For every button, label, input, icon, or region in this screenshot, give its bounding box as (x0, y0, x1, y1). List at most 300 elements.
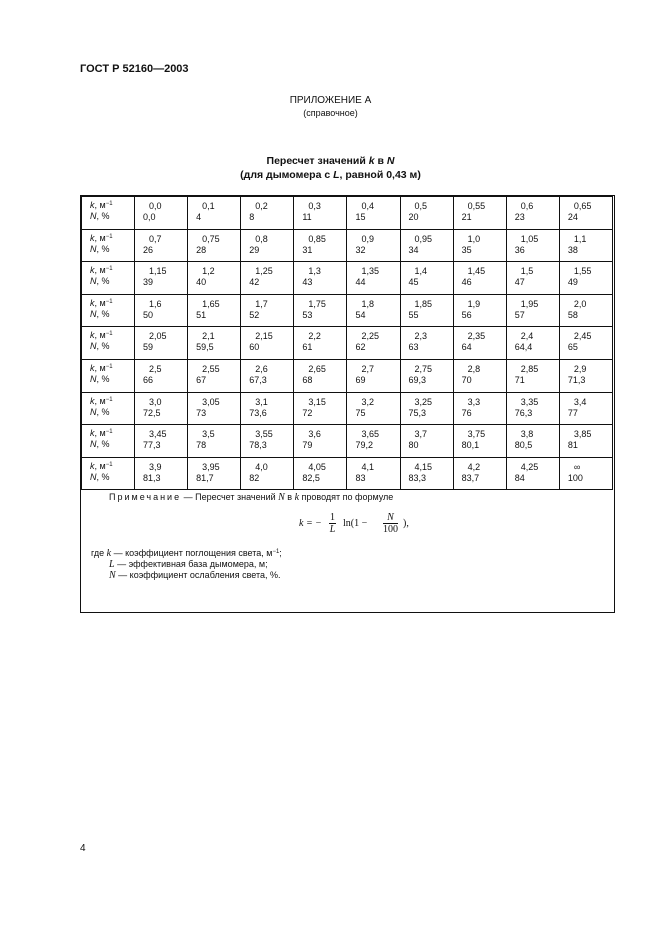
formula-fraction-2 (383, 512, 398, 535)
value-cell (135, 425, 188, 458)
n-value: 57 (514, 309, 525, 320)
k-value: 3,5 (202, 429, 215, 440)
value-cell (135, 229, 188, 262)
def-symbol: L (109, 559, 115, 570)
k-value: 1,7 (255, 298, 268, 309)
k-value: 0,6 (520, 201, 534, 211)
k-value: 0,85 (308, 233, 326, 244)
row-label (82, 197, 135, 230)
n-value: 56 (461, 309, 472, 320)
value-cell (347, 359, 400, 392)
value-cell (506, 229, 559, 262)
n-value: 77 (567, 407, 578, 418)
n-value: 44 (355, 277, 366, 288)
value-cell (559, 327, 612, 360)
conversion-grid (81, 196, 613, 490)
k-value: 0,3 (308, 201, 321, 211)
k-value: 2,3 (414, 331, 428, 342)
label-k-unit: , м (94, 265, 106, 276)
label-k: k (90, 395, 95, 406)
value-cell (135, 392, 188, 425)
value-cell (241, 197, 294, 230)
k-value: 1,5 (520, 266, 534, 277)
n-value: 34 (408, 244, 419, 255)
k-value: 3,95 (202, 461, 220, 472)
label-n: N (90, 243, 97, 254)
k-value: 0,95 (414, 233, 433, 244)
label-k: k (90, 330, 95, 341)
fraction-2-denominator: 100 (383, 524, 398, 535)
k-value: 0,75 (202, 233, 220, 244)
def-symbol: N (109, 570, 116, 581)
value-cell (241, 262, 294, 295)
label-n: N (90, 406, 97, 417)
n-value: 67 (196, 374, 207, 385)
n-value: 84 (514, 472, 525, 483)
k-value: 3,2 (361, 396, 374, 407)
label-n-unit: , % (96, 243, 110, 254)
n-value: 100 (567, 472, 583, 483)
k-value: 2,6 (255, 363, 268, 374)
value-cell (188, 229, 241, 262)
value-cell (188, 262, 241, 295)
definition-l (109, 559, 268, 570)
label-k-unit: , м (94, 460, 106, 471)
k-value: 1,2 (202, 266, 215, 277)
value-cell (453, 392, 506, 425)
n-value: 0,0 (143, 212, 156, 222)
n-value: 28 (196, 244, 207, 255)
note-text: в (284, 492, 295, 502)
label-k: k (90, 297, 95, 308)
value-cell (188, 294, 241, 327)
value-cell (559, 457, 612, 490)
value-cell (241, 294, 294, 327)
n-value: 43 (302, 277, 313, 288)
fraction-1-denominator: L (329, 524, 336, 535)
n-value: 72 (302, 407, 313, 418)
n-value: 63 (408, 342, 419, 353)
table-row (82, 262, 613, 295)
value-cell (241, 392, 294, 425)
value-cell (506, 392, 559, 425)
n-value: 24 (567, 212, 578, 222)
row-label (82, 457, 135, 490)
n-value: 59 (143, 342, 154, 353)
label-k: k (90, 362, 95, 373)
label-k-exponent: −1 (105, 396, 113, 403)
n-value: 66 (143, 374, 154, 385)
k-value: 1,45 (467, 266, 486, 277)
value-cell (294, 457, 347, 490)
n-value: 29 (249, 244, 260, 255)
label-n-unit: , % (96, 406, 110, 417)
n-value: 79,2 (355, 440, 373, 451)
n-value: 73,6 (249, 407, 267, 418)
n-value: 76,3 (514, 407, 533, 418)
value-cell (135, 327, 188, 360)
n-value: 80,1 (461, 440, 480, 451)
row-label (82, 294, 135, 327)
k-value: 3,0 (149, 396, 162, 407)
value-cell (506, 457, 559, 490)
value-cell (135, 294, 188, 327)
k-value: 4,0 (255, 461, 268, 472)
value-cell (188, 327, 241, 360)
value-cell (241, 327, 294, 360)
appendix-subtitle: (справочное) (303, 108, 358, 118)
value-cell (188, 197, 241, 230)
row-label (82, 392, 135, 425)
k-value: 2,05 (149, 331, 167, 342)
k-value: 2,5 (149, 363, 162, 374)
def-exponent: −1 (272, 549, 280, 555)
value-cell (453, 425, 506, 458)
n-value: 83,3 (408, 472, 427, 483)
label-k-unit: , м (94, 232, 106, 243)
n-value: 49 (567, 277, 578, 288)
table-row (82, 294, 613, 327)
k-value: 2,75 (414, 363, 433, 374)
k-value: 2,35 (467, 331, 486, 342)
k-value: 3,55 (255, 429, 273, 440)
label-k-unit: , м (94, 428, 106, 439)
value-cell (453, 327, 506, 360)
n-value: 68 (302, 374, 313, 385)
label-n-unit: , % (96, 276, 110, 287)
value-cell (559, 359, 612, 392)
def-text: — эффективная база дымомера, м; (114, 559, 268, 569)
k-value: 4,1 (361, 461, 374, 472)
def-tail: ; (279, 548, 282, 558)
value-cell (506, 359, 559, 392)
label-k-exponent: −1 (105, 266, 113, 273)
k-value: 1,15 (149, 266, 167, 277)
formula-ln: ln(1 − (343, 518, 368, 529)
value-cell (188, 392, 241, 425)
appendix-heading (0, 95, 661, 119)
k-value: 1,35 (361, 266, 379, 277)
value-cell (506, 262, 559, 295)
label-n: N (90, 341, 97, 352)
k-value: 2,1 (202, 331, 215, 342)
n-value: 4 (196, 212, 202, 222)
k-value: 3,8 (520, 429, 534, 440)
definitions (91, 548, 282, 559)
n-value: 79 (302, 440, 313, 451)
table-row (82, 197, 613, 230)
k-value: 3,65 (361, 429, 379, 440)
label-n-unit: , % (96, 373, 110, 384)
value-cell (400, 327, 453, 360)
value-cell (400, 262, 453, 295)
k-value: 3,05 (202, 396, 220, 407)
label-k-unit: , м (94, 200, 106, 210)
value-cell (506, 197, 559, 230)
value-cell (400, 229, 453, 262)
value-cell (241, 359, 294, 392)
value-cell (294, 425, 347, 458)
value-cell (559, 197, 612, 230)
k-value: 1,55 (573, 266, 592, 277)
n-value: 32 (355, 244, 366, 255)
n-value: 53 (302, 309, 313, 320)
row-label (82, 327, 135, 360)
def-text: — коэффициент поглощения света, м (111, 548, 273, 558)
k-value: 2,25 (361, 331, 379, 342)
fraction-2-numerator: N (383, 512, 398, 524)
title-l: L (333, 169, 340, 181)
def-symbol: k (106, 548, 112, 559)
value-cell (453, 262, 506, 295)
label-n: N (90, 211, 97, 221)
label-k-unit: , м (94, 395, 106, 406)
n-value: 15 (355, 212, 366, 222)
k-value: 3,15 (308, 396, 326, 407)
value-cell (347, 262, 400, 295)
k-value: 0,5 (414, 201, 428, 211)
value-cell (453, 197, 506, 230)
k-value: 2,9 (573, 363, 587, 374)
k-value: 1,25 (255, 266, 273, 277)
label-n-unit: , % (96, 471, 110, 482)
k-value: 0,65 (573, 201, 592, 211)
note-text: — Пересчет значений (181, 492, 279, 502)
k-value: 3,35 (520, 396, 539, 407)
value-cell (347, 457, 400, 490)
n-value: 26 (143, 244, 154, 255)
title-k: k (368, 155, 375, 167)
n-value: 46 (461, 277, 472, 288)
row-label (82, 262, 135, 295)
formula-end: ), (403, 518, 409, 529)
table-row (82, 359, 613, 392)
value-cell (294, 327, 347, 360)
label-k-exponent: −1 (105, 429, 113, 436)
n-value: 21 (461, 212, 472, 222)
k-value: 1,0 (467, 233, 481, 244)
where-label: где (91, 548, 107, 558)
n-value: 23 (514, 212, 525, 222)
label-k-unit: , м (94, 297, 106, 308)
k-value: 1,4 (414, 266, 428, 277)
formula-lhs: k = − (299, 518, 322, 529)
k-value: 0,8 (255, 233, 268, 244)
title-text: Пересчет значений (266, 155, 369, 167)
k-value: 2,8 (467, 363, 481, 374)
row-label (82, 359, 135, 392)
value-cell (506, 294, 559, 327)
n-value: 75,3 (408, 407, 427, 418)
k-value: 4,2 (467, 461, 481, 472)
value-cell (188, 425, 241, 458)
value-cell (294, 294, 347, 327)
n-value: 80 (408, 440, 419, 451)
k-value: 2,65 (308, 363, 326, 374)
label-k-exponent: −1 (105, 298, 113, 305)
value-cell (294, 359, 347, 392)
n-value: 81,7 (196, 472, 214, 483)
k-value: 1,65 (202, 298, 220, 309)
table-title (0, 154, 661, 182)
k-value: 2,2 (308, 331, 321, 342)
value-cell (559, 294, 612, 327)
k-value: 1,3 (308, 266, 321, 277)
value-cell (400, 359, 453, 392)
k-value: 2,7 (361, 363, 374, 374)
value-cell (400, 457, 453, 490)
value-cell (453, 294, 506, 327)
appendix-title: ПРИЛОЖЕНИЕ А (289, 95, 372, 106)
label-n-unit: , % (96, 211, 110, 221)
label-n: N (90, 439, 97, 450)
n-value: 69 (355, 374, 366, 385)
table-row (82, 425, 613, 458)
k-value: 2,0 (573, 298, 587, 309)
note-line (109, 492, 393, 503)
label-k-exponent: −1 (105, 331, 113, 338)
k-value: 3,45 (149, 429, 167, 440)
row-label (82, 425, 135, 458)
value-cell (294, 229, 347, 262)
k-value: 1,85 (414, 298, 433, 309)
n-value: 50 (143, 309, 154, 320)
note-text: проводят по формуле (299, 492, 394, 502)
k-value: 1,75 (308, 298, 326, 309)
value-cell (135, 457, 188, 490)
label-k: k (90, 460, 95, 471)
k-value: 0,7 (149, 233, 162, 244)
n-value: 47 (514, 277, 525, 288)
note-label: Примечание (109, 492, 182, 502)
k-value: 0,0 (149, 201, 162, 211)
k-value: 0,2 (255, 201, 268, 211)
value-cell (294, 262, 347, 295)
n-value: 60 (249, 342, 260, 353)
n-value: 54 (355, 309, 366, 320)
label-n: N (90, 471, 97, 482)
table-row (82, 457, 613, 490)
n-value: 39 (143, 277, 154, 288)
label-n: N (90, 308, 97, 319)
value-cell (347, 392, 400, 425)
k-value: 1,95 (520, 298, 539, 309)
label-k: k (90, 265, 95, 276)
n-value: 65 (567, 342, 578, 353)
n-value: 75 (355, 407, 366, 418)
k-value: 3,7 (414, 429, 428, 440)
value-cell (453, 457, 506, 490)
k-value: ∞ (573, 461, 581, 472)
value-cell (559, 229, 612, 262)
value-cell (559, 392, 612, 425)
n-value: 31 (302, 244, 313, 255)
k-value: 3,25 (414, 396, 433, 407)
k-value: 0,1 (202, 201, 215, 211)
label-k: k (90, 428, 95, 439)
k-value: 1,8 (361, 298, 374, 309)
value-cell (453, 229, 506, 262)
k-value: 3,1 (255, 396, 268, 407)
n-value: 78,3 (249, 440, 267, 451)
value-cell (135, 359, 188, 392)
value-cell (241, 425, 294, 458)
label-k-exponent: −1 (105, 201, 113, 207)
label-k: k (90, 200, 95, 210)
n-value: 64 (461, 342, 472, 353)
k-value: 1,9 (467, 298, 481, 309)
note-k: k (294, 492, 300, 503)
k-value: 4,15 (414, 461, 433, 472)
n-value: 40 (196, 277, 207, 288)
n-value: 55 (408, 309, 419, 320)
k-value: 4,05 (308, 461, 326, 472)
n-value: 71,3 (567, 374, 586, 385)
n-value: 36 (514, 244, 525, 255)
value-cell (241, 229, 294, 262)
k-value: 3,85 (573, 429, 592, 440)
value-cell (347, 327, 400, 360)
conversion-table (80, 195, 615, 613)
document-header: ГОСТ Р 52160—2003 (80, 63, 189, 75)
k-value: 2,55 (202, 363, 220, 374)
n-value: 83 (355, 472, 366, 483)
def-text: — коэффициент ослабления света, %. (115, 570, 281, 580)
k-value: 1,1 (573, 233, 587, 244)
k-value: 2,85 (520, 363, 539, 374)
row-label (82, 229, 135, 262)
n-value: 67,3 (249, 374, 267, 385)
fraction-1-numerator: 1 (330, 512, 335, 523)
n-value: 73 (196, 407, 207, 418)
value-cell (400, 197, 453, 230)
k-value: 3,3 (467, 396, 481, 407)
k-value: 0,55 (467, 201, 486, 211)
table-row (82, 229, 613, 262)
k-value: 3,75 (467, 429, 486, 440)
label-k-exponent: −1 (105, 363, 113, 370)
k-value: 0,4 (361, 201, 374, 211)
value-cell (241, 457, 294, 490)
title-text: (для дымомера с (240, 169, 334, 181)
n-value: 64,4 (514, 342, 533, 353)
k-value: 1,6 (149, 298, 162, 309)
label-n-unit: , % (96, 439, 110, 450)
n-value: 58 (567, 309, 578, 320)
n-value: 62 (355, 342, 366, 353)
label-k-unit: , м (94, 362, 106, 373)
title-n: N (386, 155, 395, 167)
value-cell (400, 392, 453, 425)
k-value: 4,25 (520, 461, 539, 472)
value-cell (188, 359, 241, 392)
label-k-exponent: −1 (105, 233, 113, 240)
k-value: 2,15 (255, 331, 273, 342)
n-value: 71 (514, 374, 525, 385)
value-cell (135, 197, 188, 230)
title-text: в (374, 155, 387, 167)
n-value: 72,5 (143, 407, 161, 418)
table-row (82, 392, 613, 425)
n-value: 82,5 (302, 472, 320, 483)
value-cell (135, 262, 188, 295)
k-value: 0,9 (361, 233, 374, 244)
k-value: 2,45 (573, 331, 592, 342)
n-value: 81,3 (143, 472, 161, 483)
value-cell (347, 229, 400, 262)
k-value: 3,9 (149, 461, 162, 472)
n-value: 77,3 (143, 440, 161, 451)
